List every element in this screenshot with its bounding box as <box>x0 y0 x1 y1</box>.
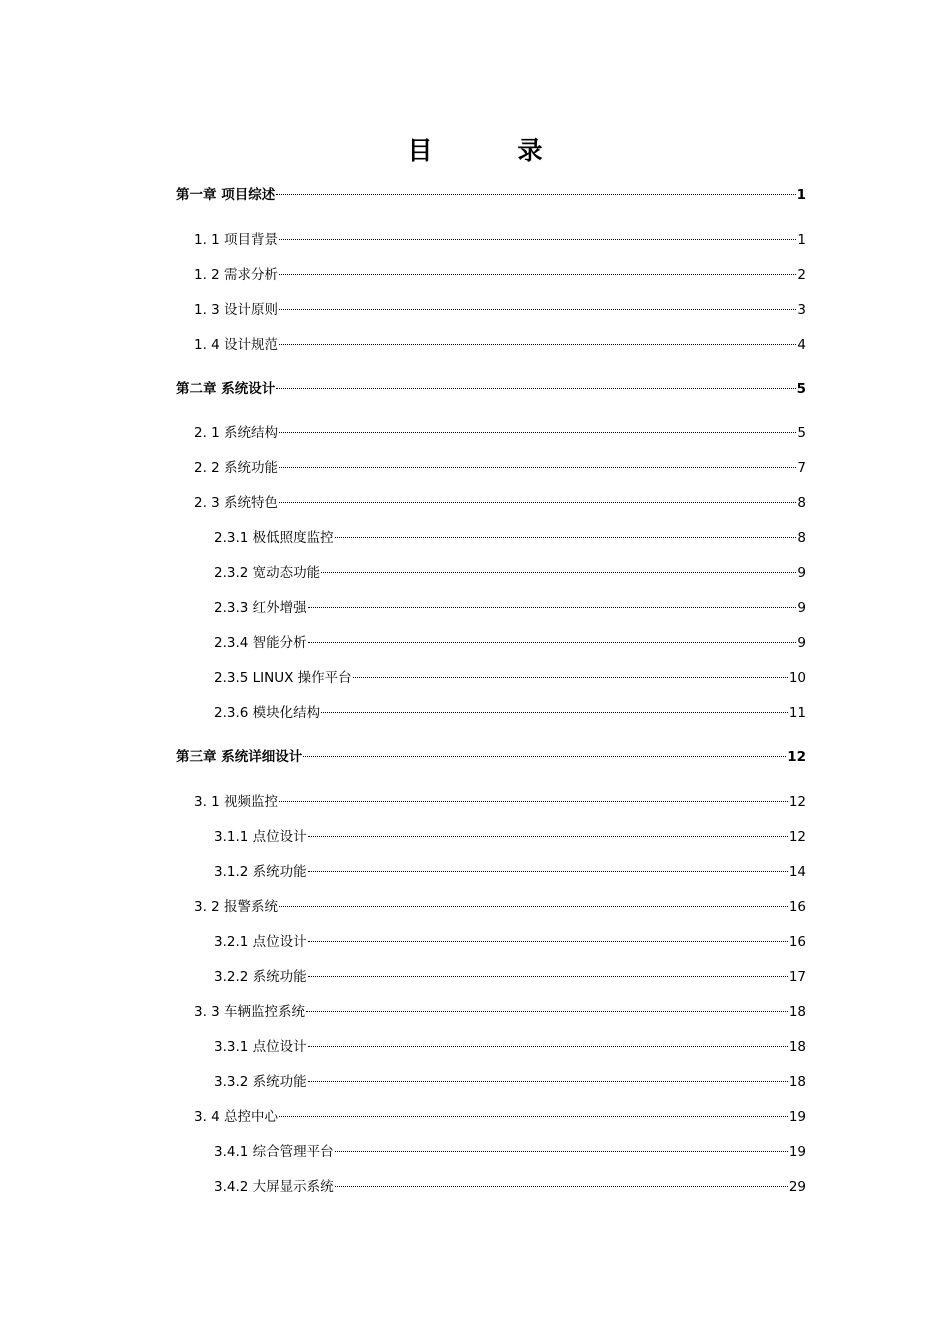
toc-entry-title: 1. 4 设计规范 <box>194 337 279 353</box>
toc-dot-leader <box>279 502 796 503</box>
toc-entry-title: 2. 1 系统结构 <box>194 425 279 441</box>
toc-dot-leader <box>279 274 796 275</box>
toc-dot-leader <box>279 467 796 468</box>
toc-dot-leader <box>279 432 796 433</box>
toc-subsection-entry[interactable] <box>176 1142 806 1162</box>
toc-subsection-entry[interactable] <box>176 967 806 987</box>
toc-entry-title: 2.3.4 智能分析 <box>214 635 307 651</box>
toc-entry-title: 3. 4 总控中心 <box>194 1109 279 1125</box>
toc-chapter-entry[interactable] <box>176 379 806 399</box>
toc-dot-leader <box>279 1116 788 1117</box>
toc-entry-title: 3.1.2 系统功能 <box>214 864 307 880</box>
toc-dot-leader <box>308 607 797 608</box>
toc-page-number: 16 <box>788 899 806 915</box>
toc-entry-title: 3. 3 车辆监控系统 <box>194 1004 306 1020</box>
toc-page-number: 14 <box>788 864 806 880</box>
toc-page-number: 10 <box>788 670 806 686</box>
toc-entry-title: 1. 2 需求分析 <box>194 267 279 283</box>
toc-dot-leader <box>335 537 797 538</box>
toc-title: 目 录 <box>407 136 573 165</box>
toc-page-number: 29 <box>788 1179 806 1195</box>
toc-page-number: 12 <box>787 749 806 765</box>
toc-section-entry[interactable] <box>176 792 806 812</box>
toc-dot-leader <box>276 388 795 389</box>
toc-entry-title: 第一章 项目综述 <box>176 187 276 203</box>
toc-entry-title: 3. 2 报警系统 <box>194 899 279 915</box>
toc-dot-leader <box>279 309 796 310</box>
toc-page-number: 1 <box>797 232 806 248</box>
toc-page-number: 4 <box>797 337 806 353</box>
toc-dot-leader <box>279 239 796 240</box>
toc-section-entry[interactable] <box>176 1107 806 1127</box>
toc-dot-leader <box>308 1081 788 1082</box>
toc-subsection-entry[interactable] <box>176 598 806 618</box>
toc-dot-leader <box>335 1186 788 1187</box>
toc-subsection-entry[interactable] <box>176 563 806 583</box>
toc-section-entry[interactable] <box>176 335 806 355</box>
toc-section-entry[interactable] <box>176 423 806 443</box>
toc-dot-leader <box>308 642 797 643</box>
toc-section-entry[interactable] <box>176 265 806 285</box>
toc-entry-title: 2.3.5 LINUX 操作平台 <box>214 670 352 686</box>
toc-dot-leader <box>279 344 796 345</box>
toc-section-entry[interactable] <box>176 1002 806 1022</box>
toc-section-entry[interactable] <box>176 230 806 250</box>
toc-dot-leader <box>353 677 788 678</box>
toc-page-number: 12 <box>788 829 806 845</box>
toc-dot-leader <box>335 1151 788 1152</box>
toc-subsection-entry[interactable] <box>176 633 806 653</box>
toc-dot-leader <box>308 836 788 837</box>
toc-page-number: 18 <box>788 1074 806 1090</box>
toc-dot-leader <box>321 572 796 573</box>
toc-section-entry[interactable] <box>176 897 806 917</box>
toc-subsection-entry[interactable] <box>176 528 806 548</box>
toc-dot-leader <box>306 1011 788 1012</box>
toc-entry-title: 2.3.1 极低照度监控 <box>214 530 334 546</box>
toc-dot-leader <box>279 801 788 802</box>
toc-page-number: 18 <box>788 1004 806 1020</box>
toc-subsection-entry[interactable] <box>176 1037 806 1057</box>
toc-page-number: 2 <box>797 267 806 283</box>
toc-dot-leader <box>308 976 788 977</box>
toc-entry-title: 1. 3 设计原则 <box>194 302 279 318</box>
toc-subsection-entry[interactable] <box>176 862 806 882</box>
toc-page-number: 16 <box>788 934 806 950</box>
toc-page-number: 18 <box>788 1039 806 1055</box>
toc-entry-title: 第二章 系统设计 <box>176 381 276 397</box>
toc-entry-title: 第三章 系统详细设计 <box>176 749 303 765</box>
toc-page-number: 8 <box>797 530 806 546</box>
toc-page-number: 19 <box>788 1109 806 1125</box>
toc-section-entry[interactable] <box>176 458 806 478</box>
toc-subsection-entry[interactable] <box>176 668 806 688</box>
toc-dot-leader <box>303 756 786 757</box>
toc-page-number: 5 <box>796 381 806 397</box>
toc-subsection-entry[interactable] <box>176 827 806 847</box>
toc-dot-leader <box>279 906 788 907</box>
toc-subsection-entry[interactable] <box>176 932 806 952</box>
toc-dot-leader <box>308 1046 788 1047</box>
toc-section-entry[interactable] <box>176 493 806 513</box>
toc-entry-title: 2. 2 系统功能 <box>194 460 279 476</box>
toc-page-number: 9 <box>797 600 806 616</box>
toc-entry-title: 3. 1 视频监控 <box>194 794 279 810</box>
toc-dot-leader <box>308 941 788 942</box>
toc-entry-title: 2.3.2 宽动态功能 <box>214 565 321 581</box>
toc-page-number: 9 <box>797 635 806 651</box>
toc-subsection-entry[interactable] <box>176 703 806 723</box>
toc-subsection-entry[interactable] <box>176 1072 806 1092</box>
toc-dot-leader <box>321 712 788 713</box>
toc-entry-title: 3.3.2 系统功能 <box>214 1074 307 1090</box>
toc-entry-title: 3.1.1 点位设计 <box>214 829 307 845</box>
toc-page-number: 1 <box>796 187 806 203</box>
toc-entry-title: 3.3.1 点位设计 <box>214 1039 307 1055</box>
toc-entry-title: 2. 3 系统特色 <box>194 495 279 511</box>
toc-page-number: 19 <box>788 1144 806 1160</box>
toc-entry-title: 3.4.2 大屏显示系统 <box>214 1179 334 1195</box>
toc-dot-leader <box>276 194 795 195</box>
toc-page-number: 7 <box>797 460 806 476</box>
toc-entry-title: 2.3.3 红外增强 <box>214 600 307 616</box>
toc-chapter-entry[interactable] <box>176 747 806 767</box>
toc-entry-title: 2.3.6 模块化结构 <box>214 705 321 721</box>
toc-entry-title: 1. 1 项目背景 <box>194 232 279 248</box>
toc-entry-title: 3.4.1 综合管理平台 <box>214 1144 334 1160</box>
toc-section-entry[interactable] <box>176 300 806 320</box>
toc-page-number: 11 <box>788 705 806 721</box>
toc-entry-title: 3.2.1 点位设计 <box>214 934 307 950</box>
toc-page-number: 3 <box>797 302 806 318</box>
toc-page-number: 5 <box>797 425 806 441</box>
toc-page-number: 8 <box>797 495 806 511</box>
toc-page-number: 17 <box>788 969 806 985</box>
toc-subsection-entry[interactable] <box>176 1177 806 1197</box>
toc-page-number: 9 <box>797 565 806 581</box>
toc-entry-title: 3.2.2 系统功能 <box>214 969 307 985</box>
toc-page-number: 12 <box>788 794 806 810</box>
toc-chapter-entry[interactable] <box>176 185 806 205</box>
toc-dot-leader <box>308 871 788 872</box>
